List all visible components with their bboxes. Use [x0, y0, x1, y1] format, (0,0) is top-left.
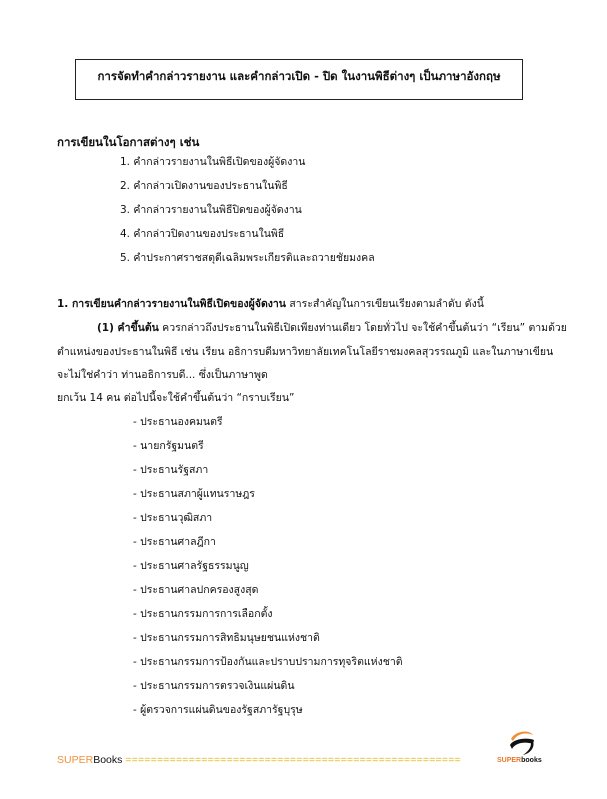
logo-books: books — [521, 757, 542, 764]
person-item: - ประธานสภาผู้แทนราษฎร — [133, 488, 255, 500]
item1-line3: จะไม่ใช่คำว่า ท่านอธิการบดี... ซึ่งเป็นภาษาพูด — [57, 369, 268, 381]
document-title-box — [75, 59, 523, 100]
occasion-item: 1. คำกล่าวรายงานในพิธีเปิดของผู้จัดงาน — [120, 156, 306, 168]
section1-heading-bold: 1. การเขียนคำกล่าวรายงานในพิธีเปิดของผู้จัดงาน — [57, 298, 286, 310]
person-item: - ประธานกรรมการสิทธิมนุษยชนแห่งชาติ — [133, 632, 320, 644]
person-item: - ประธานองคมนตรี — [133, 416, 223, 428]
document-title: การจัดทำคำกล่าวรายงาน และคำกล่าวเปิด - ปิด ในงานพิธีต่างๆ เป็นภาษาอังกฤษ — [97, 68, 501, 83]
occasion-item: 3. คำกล่าวรายงานในพิธีปิดของผู้จัดงาน — [120, 204, 302, 216]
brand-books: Books — [93, 754, 123, 766]
person-item: - ประธานกรรมการตรวจเงินแผ่นดิน — [133, 680, 295, 692]
person-item: - ประธานรัฐสภา — [133, 464, 209, 476]
occasion-item: 2. คำกล่าวเปิดงานของประธานในพิธี — [120, 180, 288, 192]
person-item: - ประธานศาลฎีกา — [133, 536, 216, 548]
logo-super: SUPER — [497, 757, 522, 764]
item1-text: ควรกล่าวถึงประธานในพิธีเปิดเพียงท่านเดียว โดยทั่วไป จะใช้คำขึ้นต้นว่า “เรียน” ตามด้วย — [158, 322, 567, 334]
footer-separator: ===================================================== — [125, 754, 461, 766]
superbooks-logo — [497, 729, 549, 769]
item1-label: (1) คำขึ้นต้น — [97, 322, 159, 334]
section1-heading — [57, 297, 484, 311]
brand-super: SUPER — [57, 754, 94, 766]
occasion-item: 5. คำประกาศราชสดุดีเฉลิมพระเกียรติและถวายชัยมงคล — [120, 252, 375, 264]
exception-line: ยกเว้น 14 คน ต่อไปนี้จะใช้คำขึ้นต้นว่า “กราบเรียน” — [57, 392, 295, 404]
person-item: - ประธานวุฒิสภา — [133, 512, 213, 524]
occasions-heading: การเขียนในโอกาสต่างๆ เช่น — [57, 135, 200, 149]
person-item: - ประธานศาลรัฐธรรมนูญ — [133, 560, 249, 572]
person-item: - ประธานกรรมการการเลือกตั้ง — [133, 608, 273, 620]
logo-swoosh-icon — [507, 729, 537, 757]
item1-line2: ตำแหน่งของประธานในพิธี เช่น เรียน อธิการบดีมหาวิทยาลัยเทคโนโลยีราชมงคลสุวรรณภูมิ และในภาษาเขียน — [57, 346, 554, 358]
section1-heading-rest: สาระสำคัญในการเขียนเรียงตามลำดับ ดังนี้ — [285, 298, 484, 310]
person-item: - ประธานกรรมการป้องกันและปราบปรามการทุจริตแห่งชาติ — [133, 656, 403, 668]
item1-line1 — [97, 321, 567, 335]
logo-wordmark — [497, 757, 542, 764]
person-item: - ประธานศาลปกครองสูงสุด — [133, 584, 259, 596]
person-item: - นายกรัฐมนตรี — [133, 440, 204, 452]
person-item: - ผู้ตรวจการแผ่นดินของรัฐสภารัฐบุรุษ — [133, 704, 303, 716]
footer-brand — [57, 754, 461, 766]
occasion-item: 4. คำกล่าวปิดงานของประธานในพิธี — [120, 228, 285, 240]
